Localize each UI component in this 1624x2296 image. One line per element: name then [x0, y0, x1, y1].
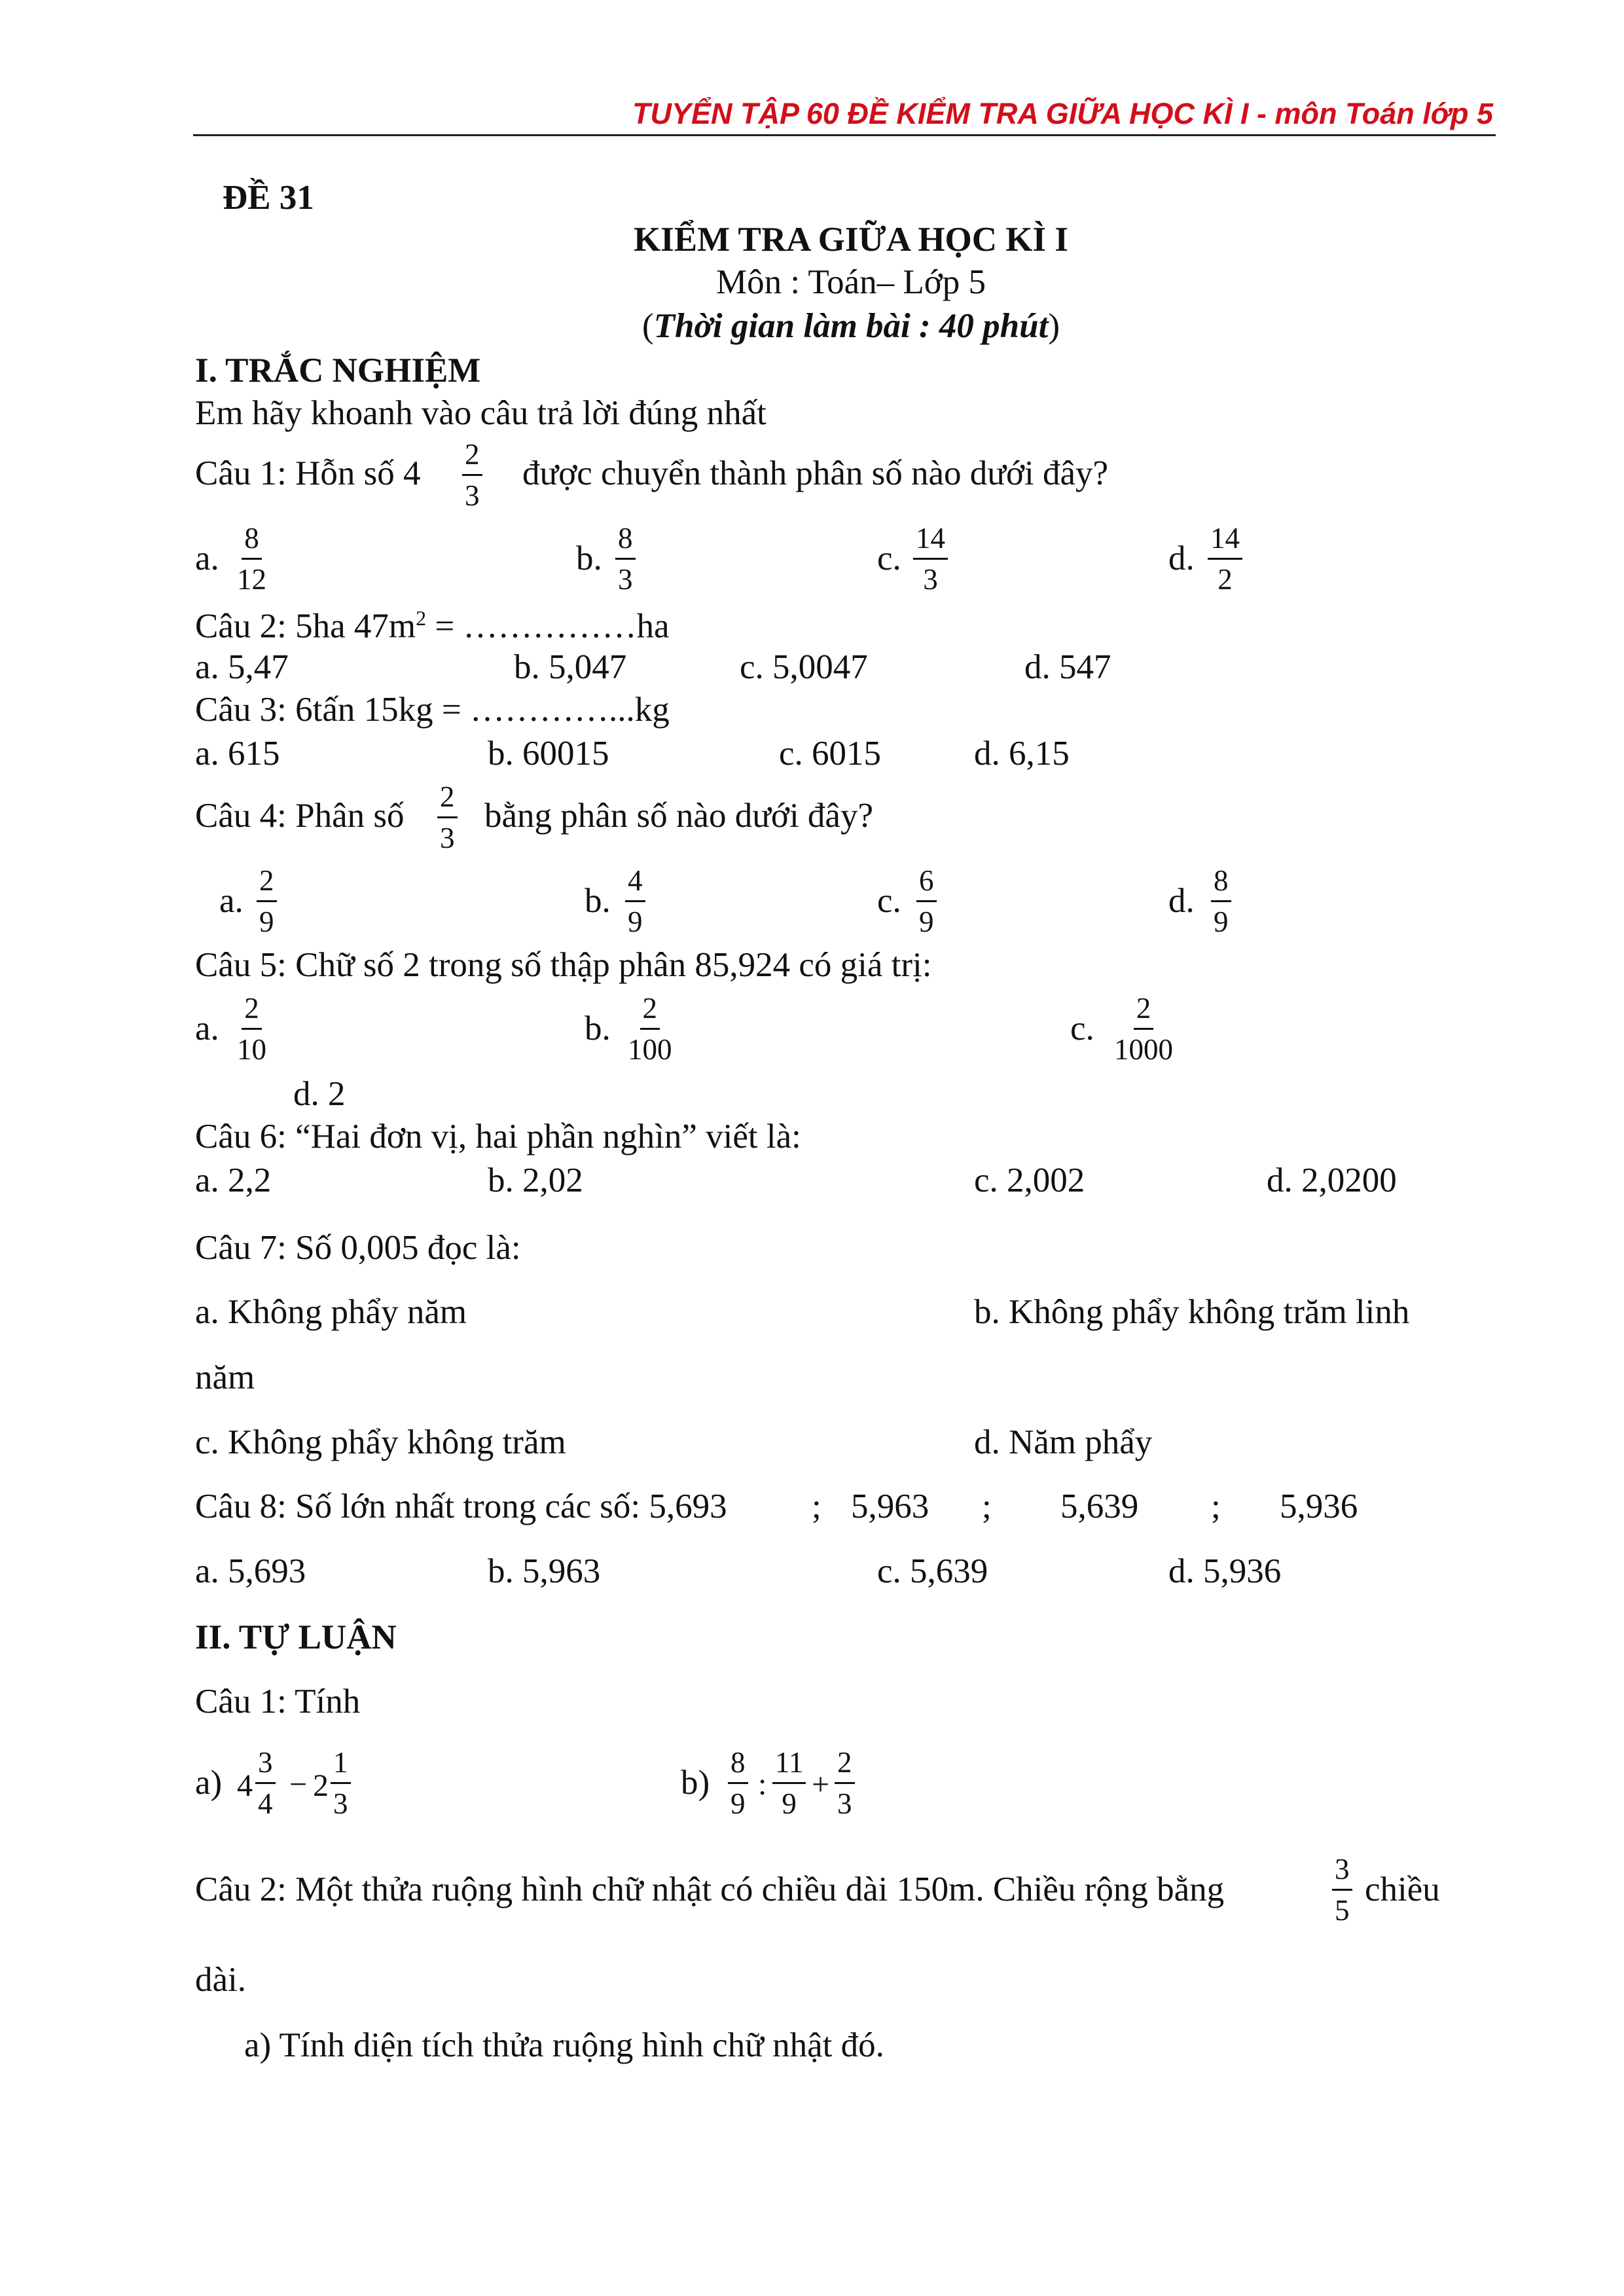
- q8-separator: ;: [982, 1487, 992, 1525]
- p2-q1b-operator: +: [812, 1767, 830, 1802]
- part2-heading: II. TỰ LUẬN: [195, 1618, 397, 1656]
- q6-text: Câu 6: “Hai đơn vị, hai phần nghìn” viết là:: [195, 1118, 801, 1156]
- q4-option-d-fraction: $\frac{8}{9}$: [1211, 866, 1231, 937]
- q8-option-c: c. 5,639: [877, 1552, 988, 1590]
- q1-fraction: $\frac{2}{3}$: [462, 440, 482, 511]
- p2-q2-fraction: $\frac{3}{5}$: [1332, 1855, 1352, 1925]
- p2-q1a-whole: 2: [313, 1768, 329, 1803]
- q6-option-a: a. 2,2: [195, 1161, 272, 1199]
- q7-option-c: c. Không phẩy không trăm: [195, 1423, 566, 1461]
- q2-option-c: c. 5,0047: [740, 648, 868, 686]
- q7-option-d: d. Năm phẩy: [974, 1423, 1153, 1461]
- exam-duration: (Thời gian làm bài : 40 phút): [641, 307, 1060, 345]
- q1-option-a-label: a.: [195, 539, 219, 577]
- q1-option-c-label: c.: [877, 539, 901, 577]
- q3-option-d: d. 6,15: [974, 735, 1070, 773]
- p2-q2-sub-a: a) Tính diện tích thửa ruộng hình chữ nhật đó.: [244, 2026, 884, 2064]
- exam-title: KIỂM TRA GIỮA HỌC KÌ I: [633, 221, 1069, 259]
- q8-number: 5,936: [1280, 1487, 1358, 1525]
- q4-prefix: Câu 4: Phân số: [195, 797, 405, 835]
- header-rule: [193, 134, 1496, 136]
- q4-option-b-fraction: $\frac{4}{9}$: [625, 866, 645, 937]
- q5-option-a-label: a.: [195, 1010, 219, 1048]
- q5-text: Câu 5: Chữ số 2 trong số thập phân 85,924 có giá trị:: [195, 946, 932, 984]
- q2-text: Câu 2: 5ha $47m^2$ = ……………ha: [195, 606, 670, 646]
- q1-option-d-label: d.: [1168, 539, 1195, 577]
- q4-option-c-fraction: $\frac{6}{9}$: [916, 866, 937, 937]
- q8-text: Câu 8: Số lớn nhất trong các số: 5,693: [195, 1487, 727, 1525]
- q8-separator: ;: [1211, 1487, 1221, 1525]
- q4-option-d-label: d.: [1168, 882, 1195, 920]
- p2-q1a-whole: 4: [237, 1768, 253, 1803]
- exam-code: ĐỀ 31: [223, 179, 314, 217]
- p2-q1b-operator: :: [758, 1767, 767, 1802]
- q2-option-b: b. 5,047: [514, 648, 627, 686]
- q7-option-a: a. Không phẩy năm: [195, 1293, 467, 1331]
- p2-q1-text: Câu 1: Tính: [195, 1683, 361, 1721]
- q4-option-c-label: c.: [877, 882, 901, 920]
- q4-suffix: bằng phân số nào dưới đây?: [484, 797, 873, 835]
- running-header: TUYỂN TẬP 60 ĐỀ KIỂM TRA GIỮA HỌC KÌ I - môn Toán lớp 5: [632, 97, 1493, 130]
- q3-option-a: a. 615: [195, 735, 280, 773]
- q4-option-a-fraction: $\frac{2}{9}$: [257, 866, 277, 937]
- q5-option-b-fraction: $\frac{2}{100}$: [628, 992, 672, 1066]
- q6-option-d: d. 2,0200: [1267, 1161, 1397, 1199]
- p2-q1a-fraction: $\frac{1}{3}$: [331, 1748, 351, 1819]
- q1-suffix: được chuyển thành phân số nào dưới đây?: [522, 454, 1109, 492]
- q3-option-b: b. 60015: [488, 735, 609, 773]
- part1-heading: I. TRẮC NGHIỆM: [195, 352, 481, 390]
- q6-option-b: b. 2,02: [488, 1161, 583, 1199]
- q7-option-b-continued: năm: [195, 1358, 255, 1396]
- q7-option-b: b. Không phẩy không trăm linh: [974, 1293, 1410, 1331]
- q8-number: 5,639: [1060, 1487, 1139, 1525]
- q8-number: 5,963: [851, 1487, 929, 1525]
- q2-option-a: a. 5,47: [195, 648, 289, 686]
- q4-option-b-label: b.: [585, 882, 611, 920]
- q8-option-a: a. 5,693: [195, 1552, 306, 1590]
- q1-option-b-fraction: $\frac{8}{3}$: [615, 524, 636, 594]
- p2-q1b-fraction: $\frac{8}{9}$: [728, 1748, 748, 1819]
- q1-option-c-fraction: $\frac{14}{3}$: [913, 524, 948, 594]
- p2-q1b-label: b): [681, 1764, 710, 1802]
- p2-q1a-fraction: $\frac{3}{4}$: [255, 1748, 276, 1819]
- p2-q2-text: Câu 2: Một thửa ruộng hình chữ nhật có chiều dài 150m. Chiều rộng bằng: [195, 1870, 1225, 1908]
- p2-q1a-label: a): [195, 1764, 223, 1802]
- q5-option-a-fraction: $\frac{2}{10}$: [237, 992, 266, 1066]
- q2-option-d: d. 547: [1024, 648, 1111, 686]
- q6-option-c: c. 2,002: [974, 1161, 1085, 1199]
- q8-option-b: b. 5,963: [488, 1552, 601, 1590]
- q1-option-d-fraction: $\frac{14}{2}$: [1208, 524, 1242, 594]
- exam-subject: Môn : Toán– Lớp 5: [716, 263, 986, 301]
- q7-text: Câu 7: Số 0,005 đọc là:: [195, 1229, 521, 1267]
- p2-q1b-fraction: $\frac{2}{3}$: [835, 1748, 855, 1819]
- q4-fraction: $\frac{2}{3}$: [437, 782, 458, 853]
- q4-option-a-label: a.: [219, 882, 244, 920]
- q1-option-b-label: b.: [576, 539, 602, 577]
- p2-q1a-operator: −: [289, 1767, 308, 1802]
- p2-q1b-fraction: $\frac{11}{9}$: [772, 1748, 806, 1819]
- q8-option-d: d. 5,936: [1168, 1552, 1282, 1590]
- q1-prefix: Câu 1: Hỗn số 4: [195, 454, 421, 492]
- q3-option-c: c. 6015: [779, 735, 882, 773]
- q8-separator: ;: [812, 1487, 821, 1525]
- q5-option-c-label: c.: [1070, 1010, 1094, 1048]
- q1-option-a-fraction: $\frac{8}{12}$: [237, 522, 266, 596]
- p2-q2-suffix: chiều: [1365, 1870, 1440, 1908]
- q5-option-d: d. 2: [293, 1075, 346, 1113]
- q3-text: Câu 3: 6tấn 15kg = …………...kg: [195, 691, 670, 729]
- p2-q2-continued: dài.: [195, 1961, 246, 1999]
- q5-option-b-label: b.: [585, 1010, 611, 1048]
- part1-instruction: Em hãy khoanh vào câu trả lời đúng nhất: [195, 394, 767, 432]
- q5-option-c-fraction: $\frac{2}{1000}$: [1114, 992, 1173, 1066]
